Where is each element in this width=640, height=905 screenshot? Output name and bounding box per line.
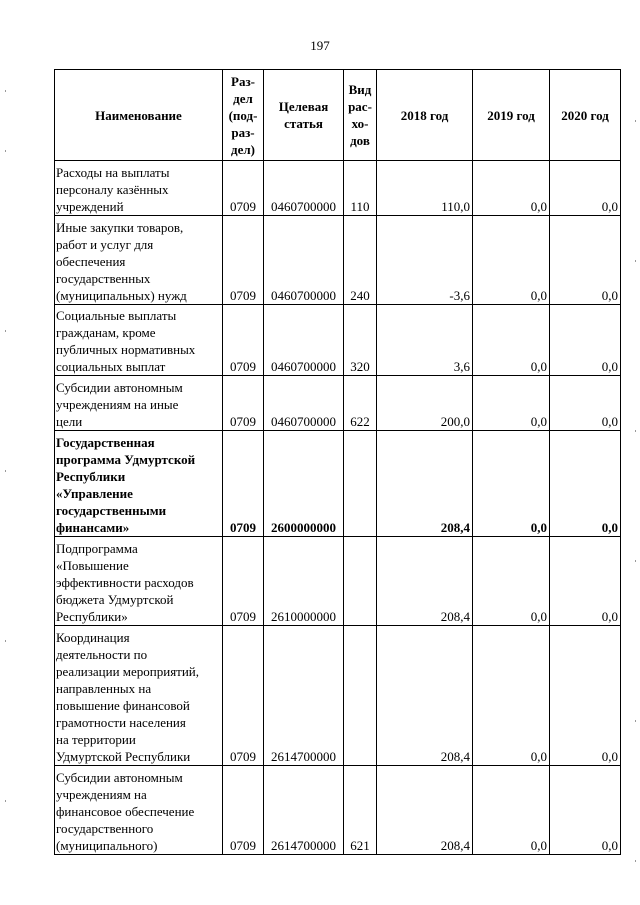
cell-article: 0460700000 [264, 376, 344, 431]
cell-article: 2610000000 [264, 537, 344, 626]
cell-2018: 208,4 [377, 537, 473, 626]
page-number: 197 [310, 38, 330, 53]
cell-2020: 0,0 [550, 305, 621, 376]
cell-article: 0460700000 [264, 216, 344, 305]
table-body [55, 161, 621, 855]
cell-2018: 208,4 [377, 766, 473, 855]
cell-expense-type: 110 [344, 161, 377, 216]
scan-edge-marks-left [4, 0, 8, 905]
header-2018: 2018 год [377, 70, 473, 161]
cell-name: Иные закупки товаров, работ и услуг для обеспечения государственных (муниципальных) нужд [55, 216, 223, 305]
cell-2018: 200,0 [377, 376, 473, 431]
cell-expense-type: 622 [344, 376, 377, 431]
cell-2018: 208,4 [377, 431, 473, 537]
table-row [55, 766, 621, 855]
cell-expense-type [344, 626, 377, 766]
cell-expense-type: 240 [344, 216, 377, 305]
cell-name: Государственная программа Удмуртской Республики «Управление государственными финансами» [55, 431, 223, 537]
header-expense-type-label: Вид рас- хо- дов [348, 82, 372, 148]
cell-expense-type: 320 [344, 305, 377, 376]
cell-section: 0709 [223, 216, 264, 305]
cell-name: Координация деятельности по реализации мероприятий, направленных на повышение финансовой грамотности населения на территории Удмуртской Республики [55, 626, 223, 766]
table-row [55, 161, 621, 216]
cell-name: Расходы на выплаты персоналу казённых учреждений [55, 161, 223, 216]
cell-2018: -3,6 [377, 216, 473, 305]
cell-2020: 0,0 [550, 216, 621, 305]
header-2019: 2019 год [473, 70, 550, 161]
table-row [55, 537, 621, 626]
cell-name: Субсидии автономным учреждениям на иные цели [55, 376, 223, 431]
cell-section: 0709 [223, 537, 264, 626]
header-section-label: Раз- дел (под- раз- дел) [228, 73, 258, 157]
header-section [223, 70, 264, 161]
header-2020: 2020 год [550, 70, 621, 161]
cell-2019: 0,0 [473, 216, 550, 305]
header-expense-type [344, 70, 377, 161]
cell-2020: 0,0 [550, 376, 621, 431]
cell-section: 0709 [223, 626, 264, 766]
cell-2018: 110,0 [377, 161, 473, 216]
header-name: Наименование [55, 70, 223, 161]
cell-section: 0709 [223, 161, 264, 216]
scan-edge-marks-right [634, 0, 638, 905]
budget-table [54, 69, 621, 855]
cell-article: 0460700000 [264, 161, 344, 216]
cell-section: 0709 [223, 376, 264, 431]
table-header-row [55, 70, 621, 161]
cell-expense-type [344, 431, 377, 537]
cell-article: 2614700000 [264, 766, 344, 855]
cell-article: 0460700000 [264, 305, 344, 376]
table-row [55, 305, 621, 376]
cell-name: Субсидии автономным учреждениям на финансовое обеспечение государственного (муниципального) [55, 766, 223, 855]
table-row [55, 216, 621, 305]
cell-2020: 0,0 [550, 161, 621, 216]
cell-name: Подпрограмма «Повышение эффективности расходов бюджета Удмуртской Республики» [55, 537, 223, 626]
table-row [55, 376, 621, 431]
cell-2020: 0,0 [550, 766, 621, 855]
table-row [55, 431, 621, 537]
cell-2018: 3,6 [377, 305, 473, 376]
cell-2018: 208,4 [377, 626, 473, 766]
table-row [55, 626, 621, 766]
cell-name: Социальные выплаты гражданам, кроме публичных нормативных социальных выплат [55, 305, 223, 376]
cell-2019: 0,0 [473, 305, 550, 376]
header-article [264, 70, 344, 161]
cell-2019: 0,0 [473, 537, 550, 626]
cell-expense-type: 621 [344, 766, 377, 855]
cell-expense-type [344, 537, 377, 626]
cell-2020: 0,0 [550, 626, 621, 766]
cell-2019: 0,0 [473, 766, 550, 855]
cell-section: 0709 [223, 766, 264, 855]
cell-2020: 0,0 [550, 431, 621, 537]
cell-2020: 0,0 [550, 537, 621, 626]
header-article-label: Целевая статья [278, 99, 329, 131]
cell-section: 0709 [223, 431, 264, 537]
cell-2019: 0,0 [473, 161, 550, 216]
cell-article: 2614700000 [264, 626, 344, 766]
cell-2019: 0,0 [473, 376, 550, 431]
cell-2019: 0,0 [473, 431, 550, 537]
cell-article: 2600000000 [264, 431, 344, 537]
cell-2019: 0,0 [473, 626, 550, 766]
cell-section: 0709 [223, 305, 264, 376]
